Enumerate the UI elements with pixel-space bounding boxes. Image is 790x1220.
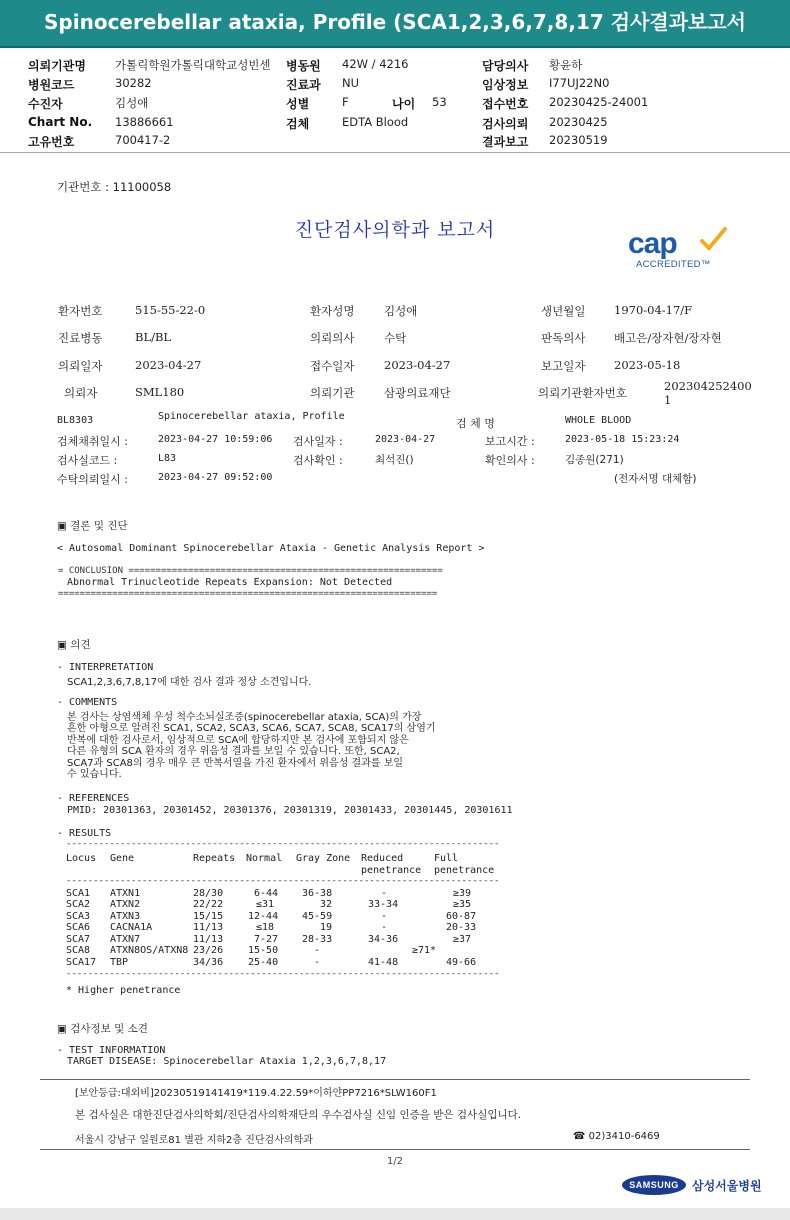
table-row-gene: ATXN3 <box>110 911 141 922</box>
patient-label: 생년월일 <box>541 304 586 318</box>
patient-label: 접수일자 <box>310 359 355 373</box>
results-separator-bottom: -------------------------------------------------------------------------------- <box>66 969 500 979</box>
security-line: [보안등급:대외비]20230519141419*119.4.22.59*이하얀PP7216*SLW160F1 <box>75 1088 437 1099</box>
table-row-normal: 12-44 <box>248 911 279 922</box>
collect-value: 2023-04-27 10:59:06 <box>158 434 273 445</box>
table-row-normal: 7-27 <box>254 934 279 945</box>
patient-label: 환자번호 <box>58 304 103 318</box>
table-row-grayzone: 45-59 <box>302 911 333 922</box>
header-value: 42W / 4216 <box>342 57 409 71</box>
header-label: Chart No. <box>28 115 93 129</box>
table-row-locus: SCA2 <box>66 899 91 910</box>
header-label: 검사의뢰 <box>482 117 529 131</box>
table-row-reduced: - <box>381 911 388 922</box>
doctor-value: 김종원(271) <box>565 454 624 466</box>
header-label: 고유번호 <box>28 135 75 149</box>
table-row-gene: CACNA1A <box>110 922 153 933</box>
confirm-label: 검사확인 : <box>293 454 343 467</box>
testinfo-text: TARGET DISEASE: Spinocerebellar Ataxia 1,2,3,6,7,8,17 <box>67 1056 387 1067</box>
header-label: 병원코드 <box>28 78 75 92</box>
table-row-reduced: - <box>381 922 388 933</box>
specimen-value: WHOLE BLOOD <box>565 415 632 426</box>
patient-value: 삼광의료재단 <box>384 386 451 400</box>
patient-value: BL/BL <box>135 330 172 344</box>
table-row-grayzone: - <box>314 957 321 968</box>
table-row-locus: SCA1 <box>66 888 91 899</box>
patient-label: 진료병동 <box>58 331 103 345</box>
report-time-value: 2023-05-18 15:23:24 <box>565 434 680 445</box>
header-value: EDTA Blood <box>342 115 409 129</box>
table-row-normal: 25-40 <box>248 957 279 968</box>
patient-label: 보고일자 <box>541 359 586 373</box>
table-row-full: ≥37 <box>453 934 472 945</box>
table-row-reduced: 33-34 <box>368 899 399 910</box>
results-separator-top: -------------------------------------------------------------------------------- <box>66 839 500 849</box>
header-value: 20230425 <box>549 115 608 129</box>
header-value: 20230519 <box>549 133 608 147</box>
results-col-header: Reduced <box>361 853 404 864</box>
table-row-repeats: 23/26 <box>193 945 224 956</box>
table-row-full: 60-87 <box>446 911 477 922</box>
report-heading: < Autosomal Dominant Spinocerebellar Ataxia - Genetic Analysis Report > <box>57 543 485 554</box>
institution-number: 기관번호 : 11100058 <box>57 180 172 194</box>
table-row-locus: SCA7 <box>66 934 91 945</box>
phone-text: ☎ 02)3410-6469 <box>573 1131 660 1142</box>
table-row-locus: SCA3 <box>66 911 91 922</box>
table-row-repeats: 34/36 <box>193 957 224 968</box>
conclusion-separator: = CONCLUSION ========================================================== <box>58 566 443 576</box>
table-row-reduced: 34-36 <box>368 934 399 945</box>
comments-line: 다른 유형의 SCA 환자의 경우 위음성 결과를 보일 수 있습니다. 또한, SCA2, <box>67 746 400 757</box>
table-row-locus: SCA8 <box>66 945 91 956</box>
results-note: * Higher penetrance <box>66 985 181 996</box>
esign-note: (전자서명 대체함) <box>614 473 697 485</box>
footer-divider <box>40 1079 750 1080</box>
header-value: 가톨릭학원가톨릭대학교성빈센 <box>115 58 271 72</box>
header-value: 13886661 <box>115 115 174 129</box>
comments-line: SCA7과 SCA8의 경우 매우 큰 반복서열을 가진 환자에서 위음성 결과를 보일 <box>67 758 404 769</box>
patient-value: 202304252400 <box>664 379 752 393</box>
table-row-gene: ATXN1 <box>110 888 141 899</box>
test-date-value: 2023-04-27 <box>375 434 436 445</box>
results-col-header-sub: penetrance <box>361 865 422 876</box>
header-value: F <box>342 95 349 109</box>
cap-logo-word: cap <box>628 227 677 260</box>
interpretation-text: SCA1,2,3,6,7,8,17에 대한 검사 결과 정상 소견입니다. <box>67 677 312 688</box>
results-col-header: Normal <box>246 853 283 864</box>
hospital-name: 삼성서울병원 <box>692 1179 762 1193</box>
age-label: 나이 <box>392 97 416 111</box>
header-value: I77UJ22N0 <box>549 76 610 90</box>
comments-line: 본 검사는 상염색체 우성 척수소뇌실조증(spinocerebellar ataxia, SCA)의 가장 <box>67 712 422 723</box>
report-banner <box>0 0 790 48</box>
report-title: 진단검사의학과 보고서 <box>294 219 496 241</box>
comments-line: 흔한 아형으로 알려진 SCA1, SCA2, SCA3, SCA6, SCA7, SCA8, SCA17의 삼염기 <box>67 723 436 734</box>
certification-text: 본 검사실은 대한진단검사의학회/진단검사의학재단의 우수검사실 신임 인증을 받은 검사실입니다. <box>75 1109 522 1121</box>
references-head: - REFERENCES <box>57 793 130 804</box>
header-info <box>0 48 790 152</box>
patient-value: 김성애 <box>384 304 418 318</box>
cap-checkmark-icon <box>698 225 728 255</box>
patient-value: 515-55-22-0 <box>135 303 206 317</box>
table-row-repeats: 28/30 <box>193 888 224 899</box>
cap-logo-accredited: ACCREDITED™ <box>636 259 711 270</box>
header-label: 담당의사 <box>482 59 529 73</box>
page-number: 1/2 <box>386 1156 404 1167</box>
header-value: 김성애 <box>115 96 149 110</box>
banner-title: Spinocerebellar ataxia, Profile (SCA1,2,3,6,7,8,17 검사결과보고서 <box>44 9 746 34</box>
table-row-locus: SCA17 <box>66 957 97 968</box>
table-row-grayzone: 28-33 <box>302 934 333 945</box>
test-date-label: 검사일자 : <box>293 435 343 448</box>
header-value: 30282 <box>115 76 152 90</box>
room-label: 검사실코드 : <box>57 454 118 467</box>
cap-logo <box>628 225 738 275</box>
header-value: 700417-2 <box>115 133 171 147</box>
patient-value: 2023-04-27 <box>384 358 451 372</box>
table-row-reduced: 41-48 <box>368 957 399 968</box>
header-value: NU <box>342 76 360 90</box>
conclusion-end-separator: ====================================================================== <box>58 589 438 599</box>
table-row-reduced: ≥71* <box>412 945 437 956</box>
table-row-grayzone: 19 <box>320 922 333 933</box>
table-row-reduced: - <box>381 888 388 899</box>
patient-label: 판독의사 <box>541 331 586 345</box>
patient-value: 2023-05-18 <box>614 358 681 372</box>
comments-head: - COMMENTS <box>57 697 118 708</box>
table-row-full: 49-66 <box>446 957 477 968</box>
patient-value: 배고은/장자현/장자현 <box>614 331 722 345</box>
receipt-value: 2023-04-27 09:52:00 <box>158 472 273 483</box>
bottom-bar <box>0 1208 790 1220</box>
table-row-locus: SCA6 <box>66 922 91 933</box>
patient-label: 의뢰기관환자번호 <box>538 386 627 400</box>
patient-label: 환자성명 <box>310 304 355 318</box>
header-value: 20230425-24001 <box>549 95 649 109</box>
patient-value: SML180 <box>135 385 185 399</box>
table-row-repeats: 11/13 <box>193 922 224 933</box>
samsung-logo-icon <box>622 1175 686 1195</box>
conclusion-text: Abnormal Trinucleotide Repeats Expansion: Not Detected <box>67 577 393 588</box>
header-label: 성별 <box>286 97 310 111</box>
header-label: 의뢰기관명 <box>28 59 86 73</box>
header-label: 임상정보 <box>482 78 529 92</box>
table-row-grayzone: - <box>314 945 321 956</box>
table-row-full: 20-33 <box>446 922 477 933</box>
header-label: 병동원 <box>286 59 321 73</box>
results-head: - RESULTS <box>57 828 112 839</box>
confirm-value: 최석진() <box>375 454 414 466</box>
table-row-gene: TBP <box>110 957 129 968</box>
patient-label: 의뢰기관 <box>310 386 355 400</box>
test-name: Spinocerebellar ataxia, Profile <box>158 411 345 422</box>
footer-divider-bottom <box>40 1149 750 1150</box>
collect-label: 검체채취일시 : <box>57 435 128 448</box>
patient-label: 의뢰일자 <box>58 359 103 373</box>
receipt-label: 수탁의뢰일시 : <box>57 473 128 486</box>
specimen-label: 검 체 명 <box>456 417 495 430</box>
table-row-gene: ATXN8OS/ATXN8 <box>110 945 189 956</box>
comments-line: 수 있습니다. <box>67 769 122 780</box>
age-value: 53 <box>432 95 447 109</box>
doctor-label: 확인의사 : <box>485 454 535 467</box>
results-separator-mid: -------------------------------------------------------------------------------- <box>66 876 500 886</box>
header-label: 검체 <box>286 117 310 131</box>
patient-label: 의뢰자 <box>64 386 98 400</box>
patient-value: 1970-04-17/F <box>614 303 693 317</box>
report-time-label: 보고시간 : <box>485 435 535 448</box>
table-row-repeats: 11/13 <box>193 934 224 945</box>
results-col-header: Full <box>434 853 459 864</box>
table-row-normal: ≤18 <box>256 922 275 933</box>
testinfo-head: - TEST INFORMATION <box>57 1045 166 1056</box>
header-label: 진료과 <box>286 78 321 92</box>
header-label: 결과보고 <box>482 135 529 149</box>
hospital-logo <box>622 1173 762 1199</box>
report-document <box>0 153 790 1203</box>
samsung-logo-text: SAMSUNG <box>629 1180 679 1190</box>
results-col-header: Gray Zone <box>296 853 351 864</box>
table-row-normal: 15-50 <box>248 945 279 956</box>
results-col-header: Locus <box>66 853 97 864</box>
test-code: BL8303 <box>57 415 94 426</box>
table-row-gene: ATXN2 <box>110 899 141 910</box>
table-row-repeats: 15/15 <box>193 911 224 922</box>
header-value: 황윤하 <box>549 58 583 72</box>
section-opinion: ▣ 의견 <box>57 639 91 651</box>
patient-value: 수탁 <box>384 331 407 345</box>
comments-line: 반복에 대한 검사로서, 임상적으로 SCA에 합당하지만 본 검사에 포함되지 않은 <box>67 735 409 746</box>
address-text: 서울시 강남구 일원로81 별관 지하2층 진단검사의학과 <box>75 1135 313 1146</box>
references-text: PMID: 20301363, 20301452, 20301376, 20301319, 20301433, 20301445, 20301611 <box>67 805 513 816</box>
patient-label: 의뢰의사 <box>310 331 355 345</box>
results-col-header: Repeats <box>193 853 236 864</box>
table-row-repeats: 22/22 <box>193 899 224 910</box>
header-label: 수진자 <box>28 97 63 111</box>
header-label: 접수번호 <box>482 97 529 111</box>
section-conclusion: ▣ 결론 및 진단 <box>57 520 128 532</box>
results-col-header: Gene <box>110 853 135 864</box>
table-row-gene: ATXN7 <box>110 934 141 945</box>
results-col-header-sub: penetrance <box>434 865 495 876</box>
table-row-normal: ≤31 <box>256 899 275 910</box>
table-row-grayzone: 32 <box>320 899 333 910</box>
patient-value-cont: 1 <box>664 393 672 407</box>
section-testinfo: ▣ 검사정보 및 소견 <box>57 1023 148 1035</box>
room-value: L83 <box>158 453 177 464</box>
interpretation-head: - INTERPRETATION <box>57 662 154 673</box>
patient-value: 2023-04-27 <box>135 358 202 372</box>
table-row-full: ≥39 <box>453 888 472 899</box>
table-row-normal: 6-44 <box>254 888 279 899</box>
table-row-grayzone: 36-38 <box>302 888 333 899</box>
table-row-full: ≥35 <box>453 899 472 910</box>
